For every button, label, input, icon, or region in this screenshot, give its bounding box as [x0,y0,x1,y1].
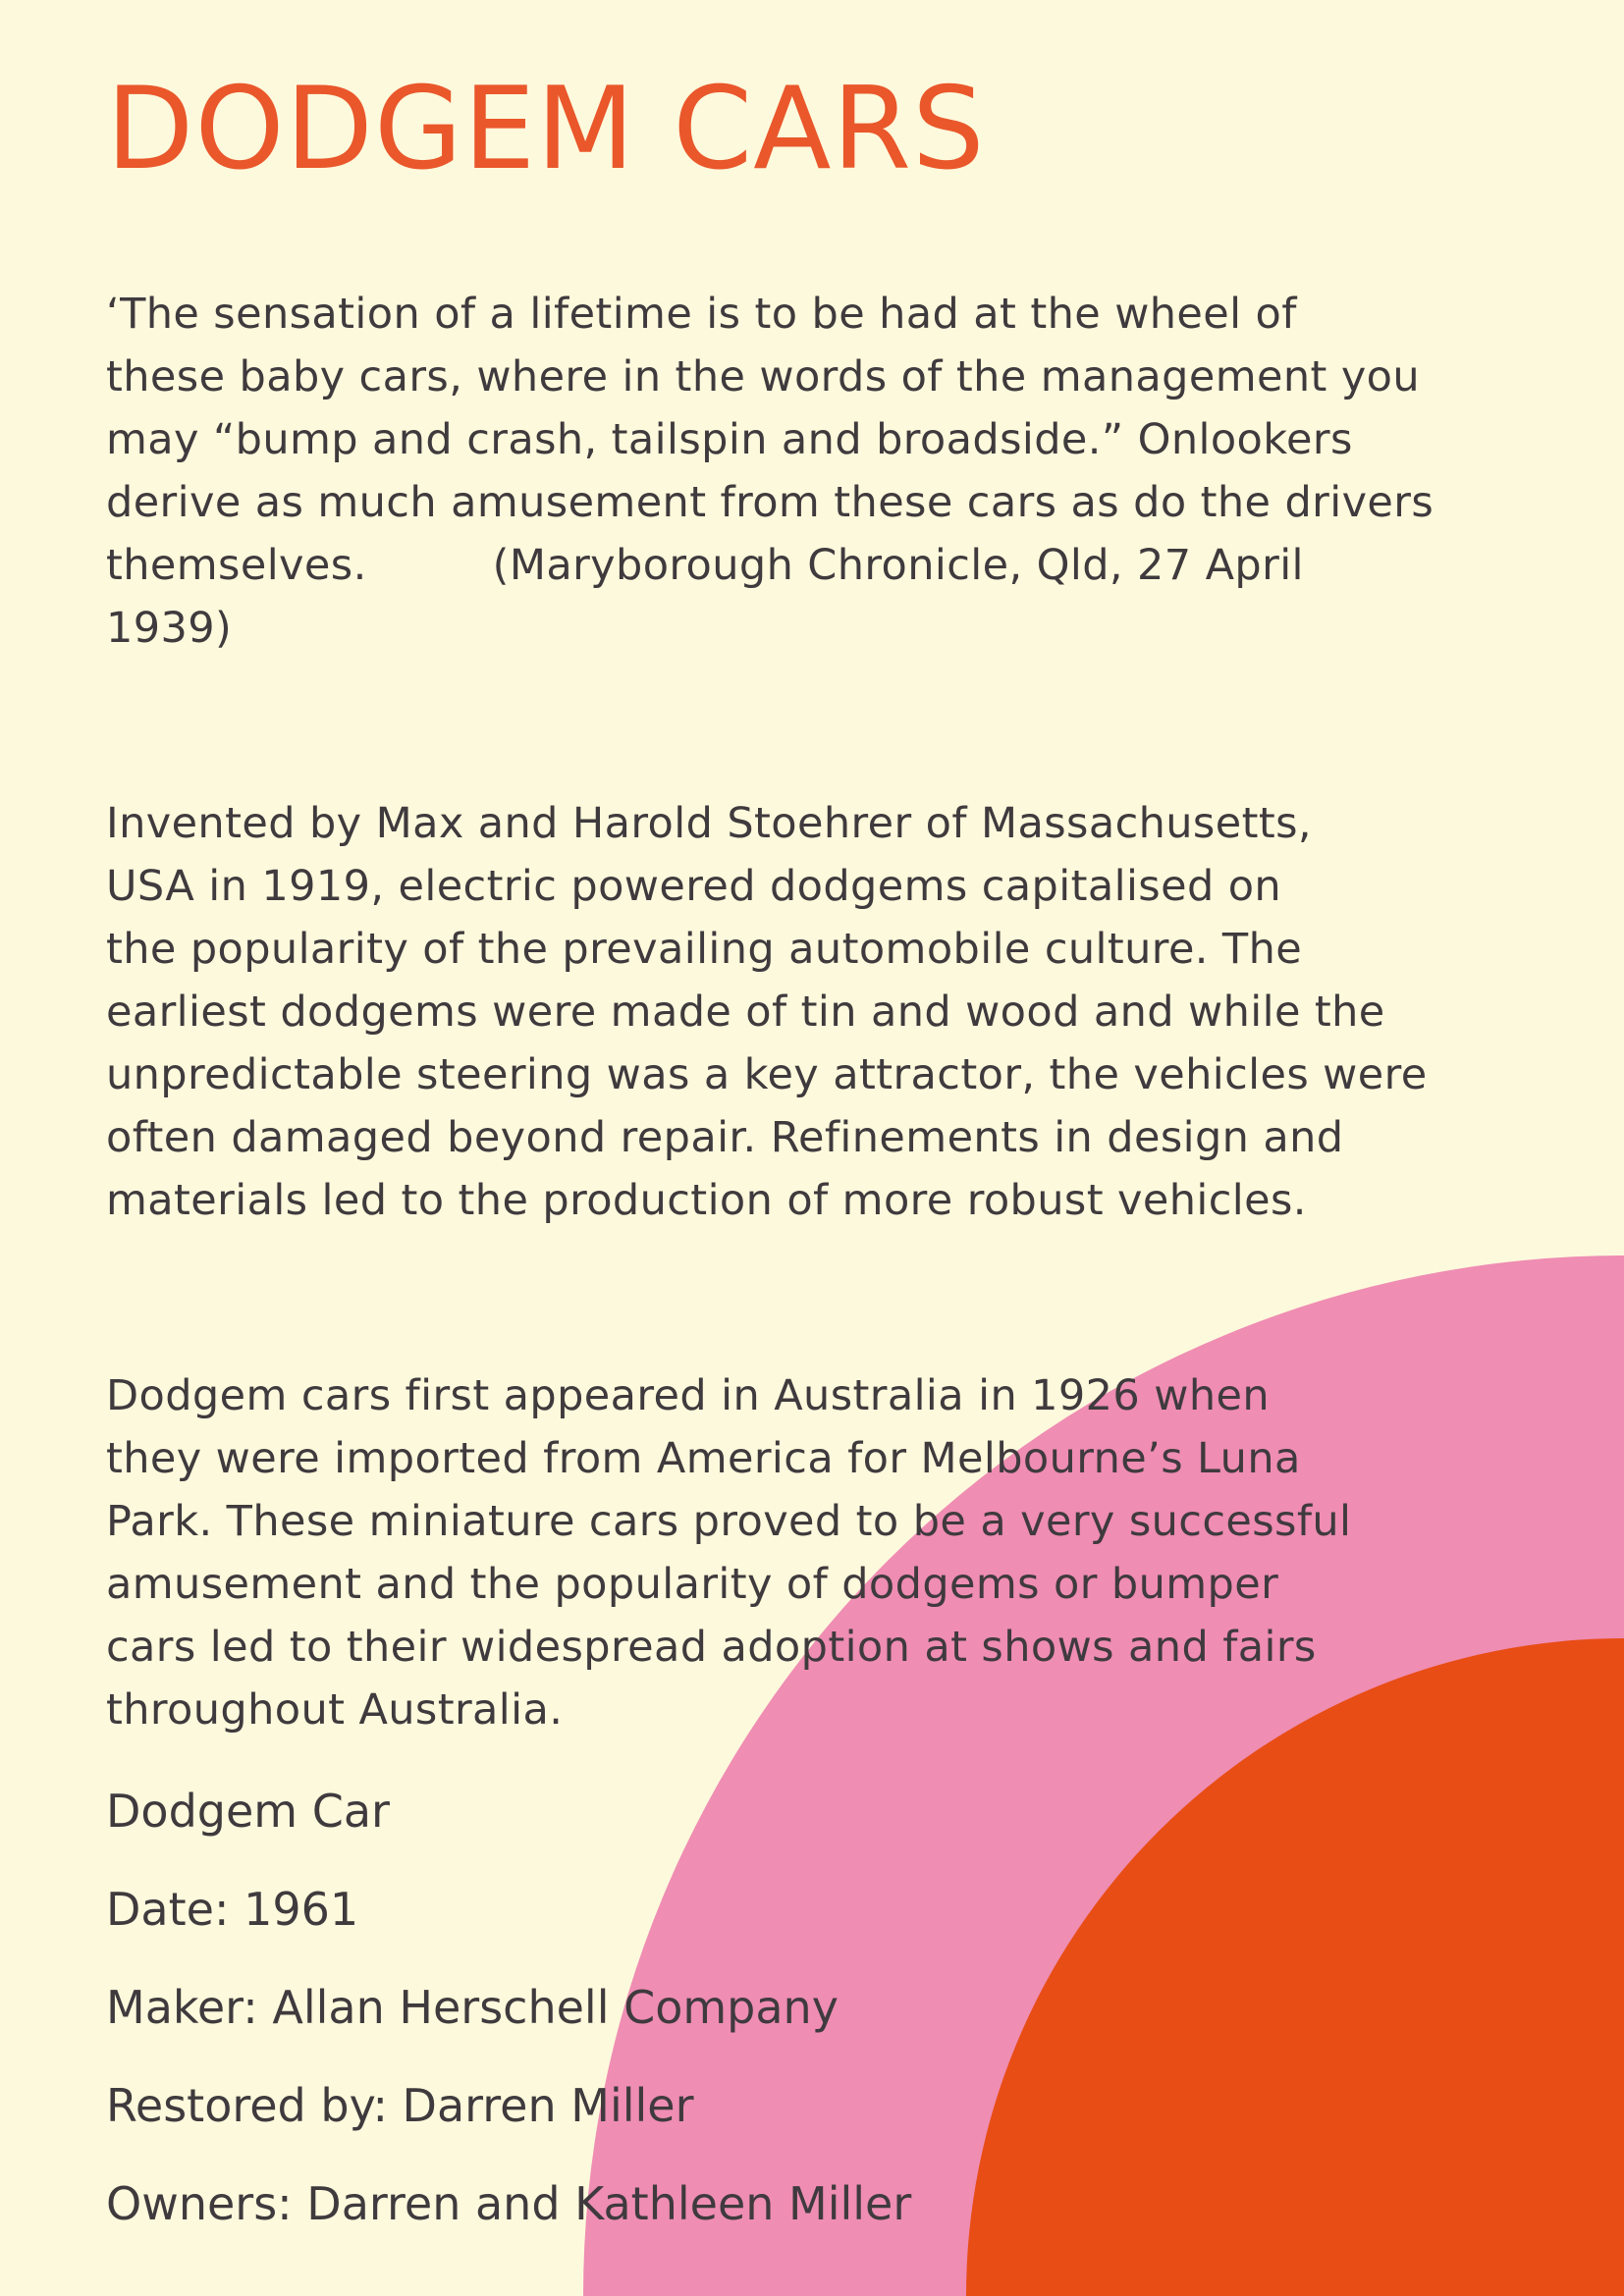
quote-citation-end: 1939) [106,604,233,653]
object-maker: Maker: Allan Herschell Company [106,1981,839,2034]
paragraph-line: unpredictable steering was a key attractor, the vehicles were [106,1050,1428,1099]
paragraph-line: amusement and the popularity of dodgems or bumper [106,1560,1279,1609]
history-paragraph [106,792,1428,1232]
newspaper-quote [106,283,1434,660]
quote-citation: (Maryborough Chronicle, Qld, 27 April [492,541,1304,590]
australia-paragraph [106,1364,1351,1741]
paragraph-line: often damaged beyond repair. Refinements in design and [106,1113,1344,1162]
object-owners: Owners: Darren and Kathleen Miller [106,2177,912,2230]
quote-line: these baby cars, where in the words of the management you [106,352,1421,401]
paragraph-line: Dodgem cars first appeared in Australia in 1926 when [106,1371,1270,1420]
quote-last-words: themselves. [106,541,367,590]
object-date: Date: 1961 [106,1883,359,1936]
paragraph-line: the popularity of the prevailing automobile culture. The [106,925,1303,974]
quote-line: derive as much amusement from these cars as do the drivers [106,478,1435,527]
paragraph-line: earliest dodgems were made of tin and wood and while the [106,988,1385,1037]
paragraph-line: cars led to their widespread adoption at shows and fairs [106,1623,1317,1672]
paragraph-line: throughout Australia. [106,1685,564,1735]
quote-line [106,534,1434,597]
object-restorer: Restored by: Darren Miller [106,2079,694,2132]
paragraph-line: Park. These miniature cars proved to be a very successful [106,1497,1352,1546]
paragraph-line: USA in 1919, electric powered dodgems capitalised on [106,862,1282,911]
page-title: DODGEM CARS [106,63,986,195]
object-name: Dodgem Car [106,1785,390,1838]
paragraph-line: Invented by Max and Harold Stoehrer of Massachusetts, [106,799,1312,848]
paragraph-line: they were imported from America for Melbourne’s Luna [106,1434,1301,1483]
quote-line: ‘The sensation of a lifetime is to be had at the wheel of [106,290,1297,339]
quote-line: may “bump and crash, tailspin and broadside.” Onlookers [106,415,1353,464]
paragraph-line: materials led to the production of more robust vehicles. [106,1176,1307,1225]
